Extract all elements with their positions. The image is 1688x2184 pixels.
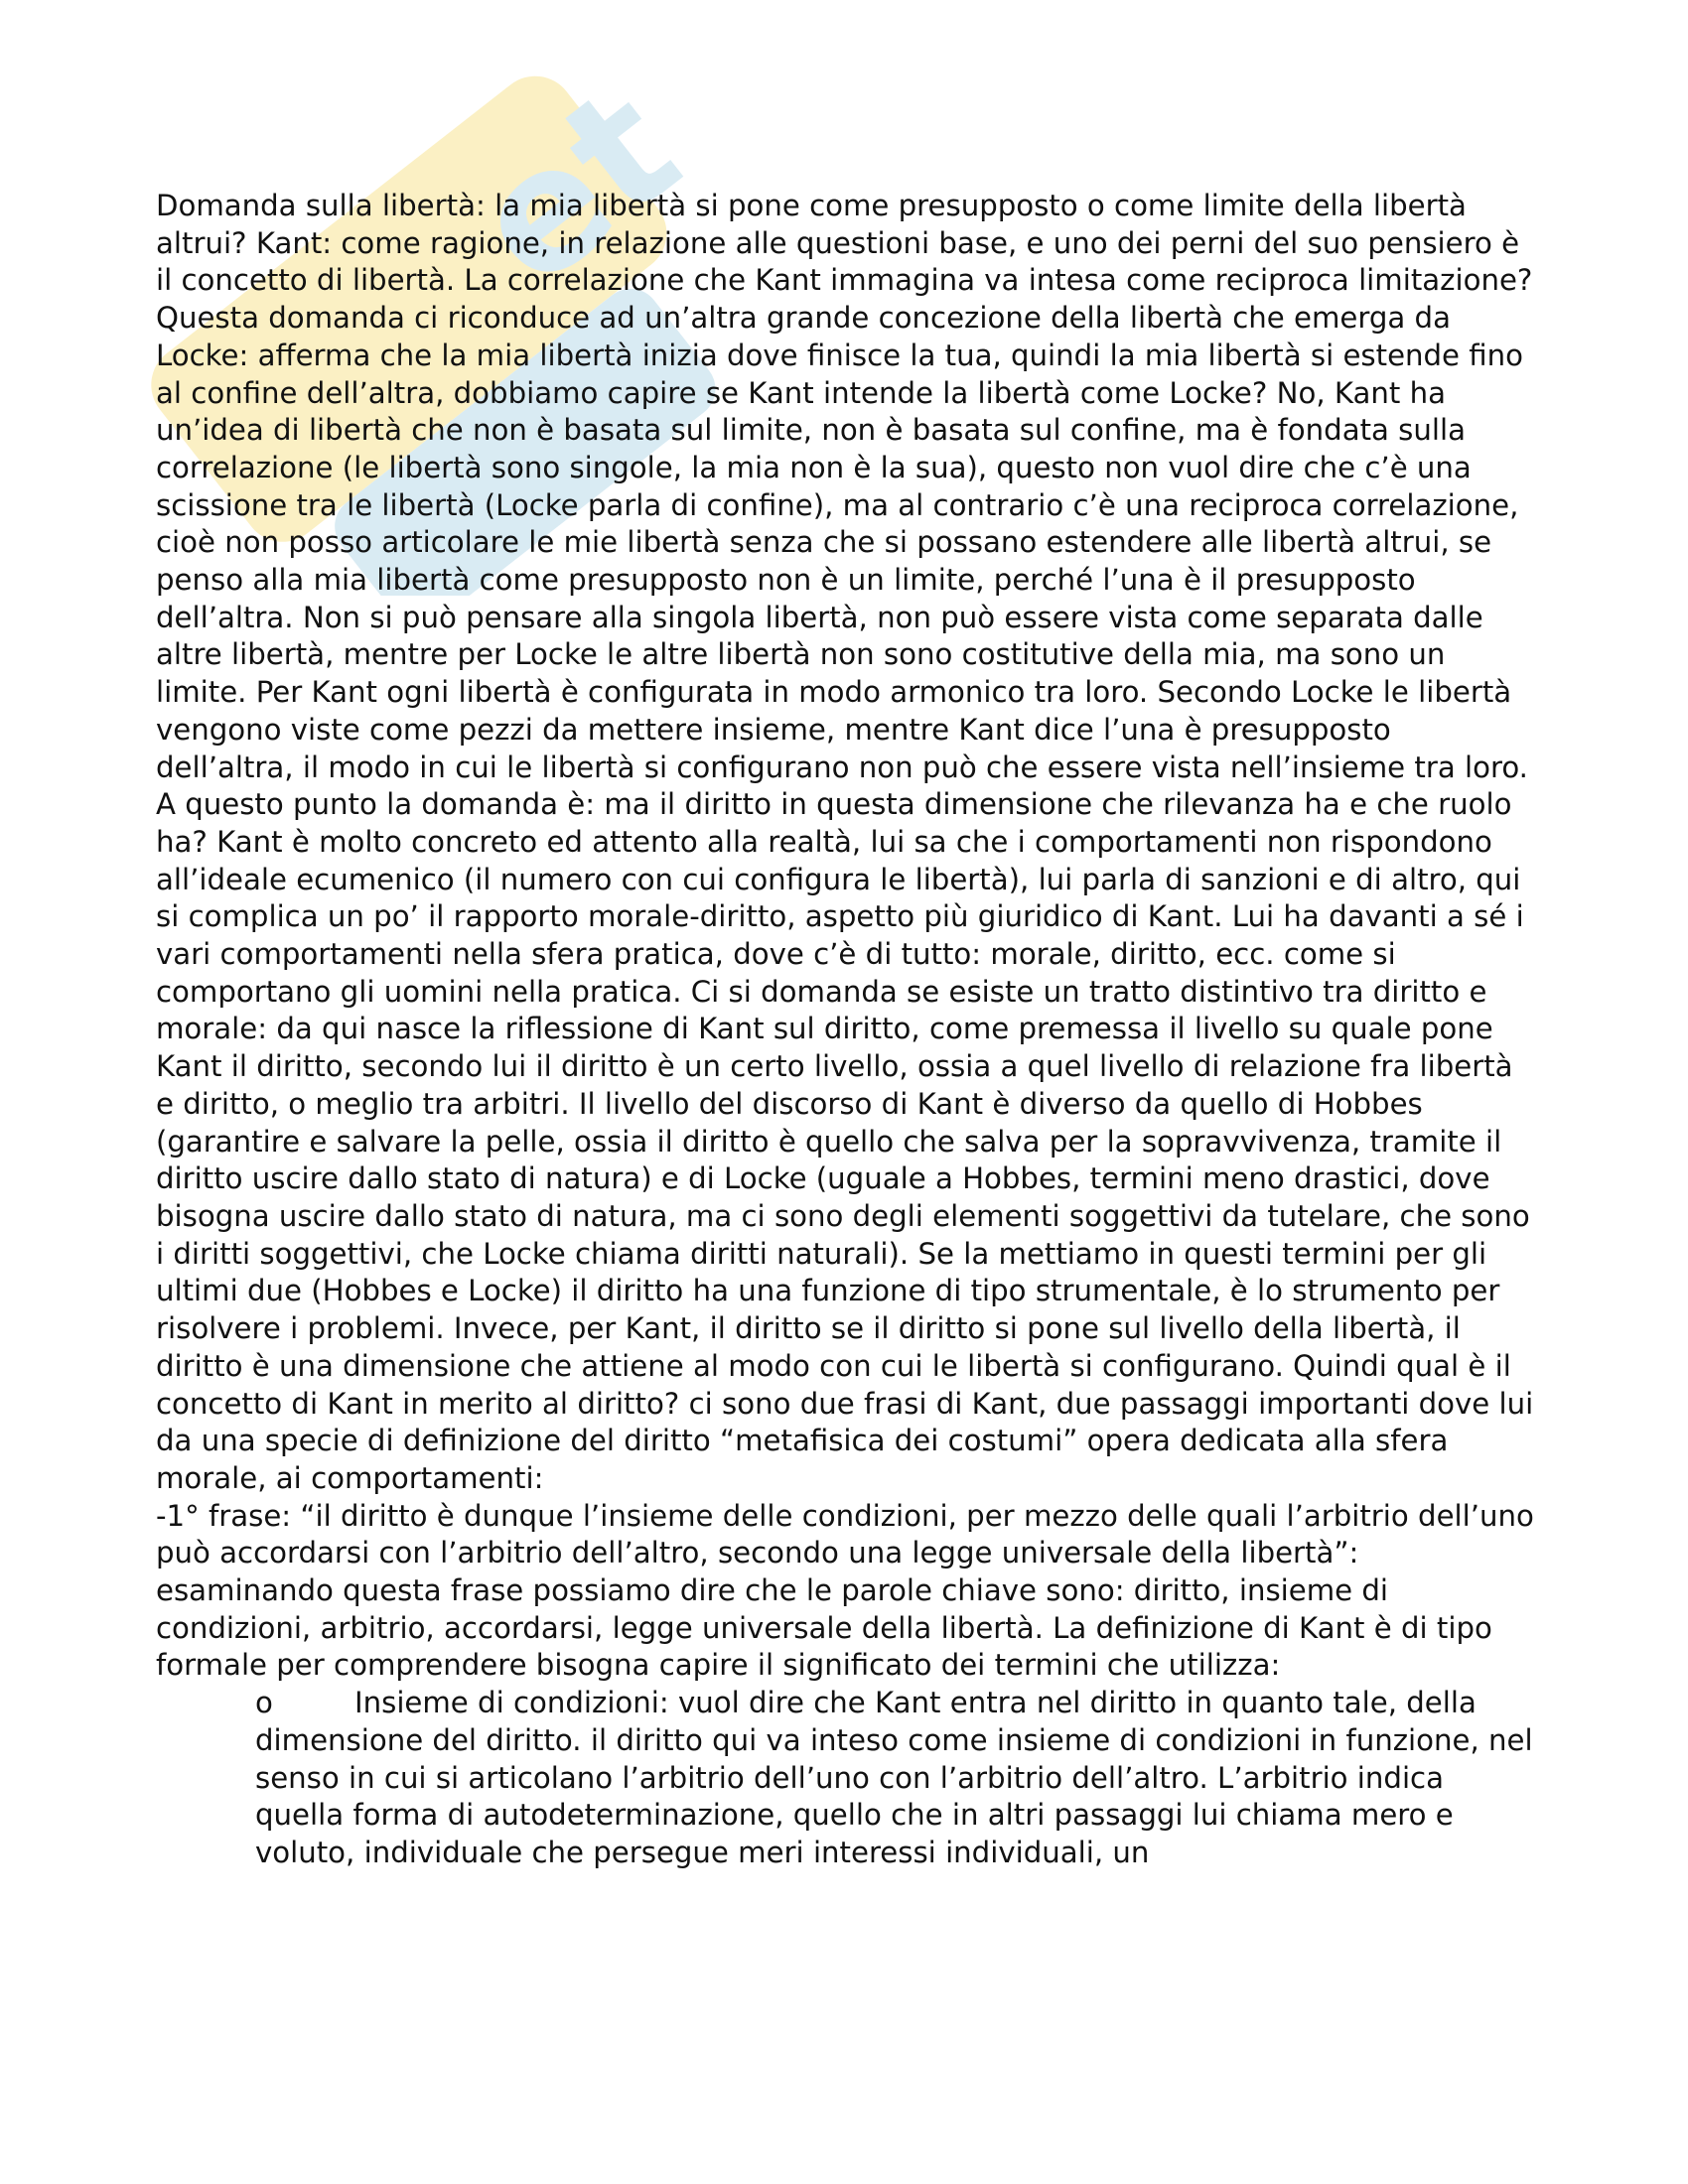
bullet-item	[255, 1685, 1536, 1872]
paragraph: -1° frase: “il diritto è dunque l’insieme delle condizioni, per mezzo delle quali l’arbitrio dell’uno può accordarsi con l’arbitrio dell’altro, secondo una legge universale della libertà”: esaminando questa frase possiamo dire che le parole chiave sono: diritto, insieme di condizioni, arbitrio, accordarsi, legge universale della libertà. La definizione di Kant è di tipo formale per comprendere bisogna capire il significato dei termini che utilizza:	[156, 1498, 1534, 1683]
bullet-marker: o	[255, 1686, 273, 1720]
document-body	[156, 188, 1536, 1872]
watermark-text: et	[438, 50, 714, 326]
paragraph: Domanda sulla libertà: la mia libertà si pone come presupposto o come limite della libertà altrui? Kant: come ragione, in relazione alle questioni base, e uno dei perni del suo pensiero è il concetto di libertà. La correlazione che Kant immagina va intesa come reciproca limitazione? Questa domanda ci riconduce ad un’altra grande concezione della libertà che emerga da Locke: afferma che la mia libertà inizia dove finisce la tua, quindi la mia libertà si estende fino al confine dell’altra, dobbiamo capire se Kant intende la libertà come Locke? No, Kant ha un’idea di libertà che non è basata sul limite, non è basata sul confine, ma è fondata sulla correlazione (le libertà sono singole, la mia non è la sua), questo non vuol dire che c’è una scissione tra le libertà (Locke parla di confine), ma al contrario c’è una reciproca correlazione, cioè non posso articolare le mie libertà senza che si possano estendere alle libertà altrui, se penso alla mia libertà come presupposto non è un limite, perché l’una è il presupposto dell’altra. Non si può pensare alla singola libertà, non può essere vista come separata dalle altre libertà, mentre per Locke le altre libertà non sono costitutive della mia, ma sono un limite. Per Kant ogni libertà è configurata in modo armonico tra loro. Secondo Locke le libertà vengono viste come pezzi da mettere insieme, mentre Kant dice l’una è presupposto dell’altra, il modo in cui le libertà si configurano non può che essere vista nell’insieme tra loro. A questo punto la domanda è: ma il diritto in questa dimensione che rilevanza ha e che ruolo ha? Kant è molto concreto ed attento alla realtà, lui sa che i comportamenti non rispondono all’ideale ecumenico (il numero con cui configura le libertà), lui parla di sanzioni e di altro, qui si complica un po’ il rapporto morale-diritto, aspetto più giuridico di Kant. Lui ha davanti a sé i vari comportamenti nella sfera pratica, dove c’è di tutto: morale, diritto, ecc. come si comportano gli uomini nella pratica. Ci si domanda se esiste un tratto distintivo tra diritto e morale: da qui nasce la riflessione di Kant sul diritto, come premessa il livello su quale pone Kant il diritto, secondo lui il diritto è un certo livello, ossia a quel livello di relazione fra libertà e diritto, o meglio tra arbitri. Il livello del discorso di Kant è diverso da quello di Hobbes (garantire e salvare la pelle, ossia il diritto è quello che salva per la sopravvivenza, tramite il diritto uscire dallo stato di natura) e di Locke (uguale a Hobbes, termini meno drastici, dove bisogna uscire dallo stato di natura, ma ci sono degli elementi soggettivi da tutelare, che sono i diritti soggettivi, che Locke chiama diritti naturali). Se la mettiamo in questi termini per gli ultimi due (Hobbes e Locke) il diritto ha una funzione di tipo strumentale, è lo strumento per risolvere i problemi. Invece, per Kant, il diritto se il diritto si pone sul livello della libertà, il diritto è una dimensione che attiene al modo con cui le libertà si configurano. Quindi qual è il concetto di Kant in merito al diritto? ci sono due frasi di Kant, due passaggi importanti dove lui da una specie di definizione del diritto “metafisica dei costumi” opera dedicata alla sfera morale, ai comportamenti:	[156, 189, 1534, 1495]
bullet-text: Insieme di condizioni: vuol dire che Kant entra nel diritto in quanto tale, della dimensione del diritto. il diritto qui va inteso come insieme di condizioni in funzione, nel senso in cui si articolano l’arbitrio dell’uno con l’arbitrio dell’altro. L’arbitrio indica quella forma di autodeterminazione, quello che in altri passaggi lui chiama mero e voluto, individuale che persegue meri interessi individuali, un	[255, 1686, 1533, 1869]
